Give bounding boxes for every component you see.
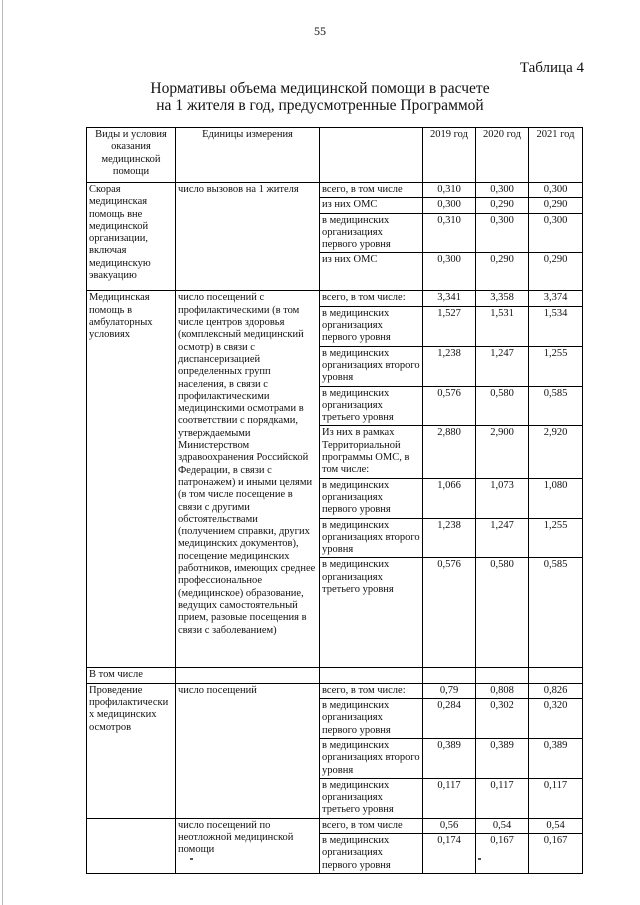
value-2020: 0,808	[476, 683, 529, 698]
document-title	[0, 80, 640, 114]
section3-kind: Проведение профилактически х медицинских осмотров	[87, 683, 176, 818]
value-2021: 0,389	[529, 738, 583, 778]
value-2021: 0,54	[529, 818, 583, 833]
norms-table	[86, 127, 583, 874]
value-2020: 1,531	[476, 306, 529, 346]
sub-cell: в медицинских организациях первого уровня	[320, 478, 423, 518]
value-2021: 0,290	[529, 253, 583, 291]
value-2019: 0,174	[423, 833, 476, 873]
value-2021: 1,255	[529, 518, 583, 558]
value-2020: 0,167	[476, 833, 529, 873]
value-2021: 0,117	[529, 778, 583, 818]
value-2020: 0,117	[476, 778, 529, 818]
value-2021: 0,585	[529, 386, 583, 426]
table-row	[87, 291, 583, 306]
value-2020: 3,358	[476, 291, 529, 306]
sub-cell: из них ОМС	[320, 253, 423, 291]
value-2019: 0,300	[423, 198, 476, 213]
section4-unit: число посещений по неотложной медицинской помощи	[176, 818, 320, 873]
sub-cell: всего, в том числе:	[320, 683, 423, 698]
empty-cell	[423, 668, 476, 683]
value-2020: 2,900	[476, 426, 529, 478]
value-2019: 0,576	[423, 386, 476, 426]
header-unit: Единицы измерения	[176, 128, 320, 183]
value-2019: 0,79	[423, 683, 476, 698]
sub-cell: в медицинских организациях третьего уровня	[320, 778, 423, 818]
value-2020: 1,247	[476, 346, 529, 386]
table-row	[87, 818, 583, 833]
value-2020: 0,54	[476, 818, 529, 833]
table-label: Таблица 4	[519, 60, 584, 76]
value-2019: 1,238	[423, 518, 476, 558]
value-2021: 1,080	[529, 478, 583, 518]
sub-cell: всего, в том числе	[320, 183, 423, 198]
sub-cell: в медицинских организациях первого уровня	[320, 833, 423, 873]
value-2019: 1,527	[423, 306, 476, 346]
title-line-1: Нормативы объема медицинской помощи в расчете	[150, 80, 490, 97]
including-label: В том числе	[87, 668, 176, 683]
value-2020: 0,302	[476, 699, 529, 739]
value-2021: 0,300	[529, 213, 583, 253]
page-number: 55	[314, 24, 326, 38]
section4-kind	[87, 818, 176, 873]
header-subcategory	[320, 128, 423, 183]
section2-kind: Медицинская помощь в амбулаторных условиях	[87, 291, 176, 668]
value-2019: 0,576	[423, 558, 476, 668]
empty-cell	[529, 668, 583, 683]
sub-cell: в медицинских организациях второго уровня	[320, 518, 423, 558]
value-2019: 1,238	[423, 346, 476, 386]
value-2019: 0,284	[423, 699, 476, 739]
sub-cell: из них ОМС	[320, 198, 423, 213]
header-2019: 2019 год	[423, 128, 476, 183]
sub-cell: в медицинских организациях первого уровня	[320, 699, 423, 739]
header-2020: 2020 год	[476, 128, 529, 183]
header-kind: Виды и условия оказания медицинской помощи	[87, 128, 176, 183]
value-2021: 0,826	[529, 683, 583, 698]
value-2021: 0,290	[529, 198, 583, 213]
section3-unit: число посещений	[176, 683, 320, 818]
table-header-row	[87, 128, 583, 183]
sub-cell: в медицинских организациях третьего уровня	[320, 386, 423, 426]
scan-artifact	[190, 858, 193, 860]
value-2020: 1,247	[476, 518, 529, 558]
value-2019: 1,066	[423, 478, 476, 518]
sub-cell: в медицинских организациях первого уровня	[320, 213, 423, 253]
value-2020: 0,389	[476, 738, 529, 778]
empty-cell	[476, 668, 529, 683]
value-2020: 0,290	[476, 198, 529, 213]
value-2020: 1,073	[476, 478, 529, 518]
value-2021: 0,320	[529, 699, 583, 739]
sub-cell: в медицинских организациях второго уровня	[320, 738, 423, 778]
value-2021: 1,255	[529, 346, 583, 386]
value-2021: 0,300	[529, 183, 583, 198]
value-2021: 0,167	[529, 833, 583, 873]
sub-cell: в медицинских организациях первого уровня	[320, 306, 423, 346]
value-2020: 0,300	[476, 183, 529, 198]
table-row	[87, 683, 583, 698]
section1-kind: Скорая медицинская помощь вне медицинской организации, включая медицинскую эвакуацию	[87, 183, 176, 291]
sub-cell: в медицинских организациях второго уровня	[320, 346, 423, 386]
scan-artifact	[478, 858, 481, 860]
value-2021: 0,585	[529, 558, 583, 668]
value-2019: 0,300	[423, 253, 476, 291]
sub-cell: в медицинских организациях третьего уровня	[320, 558, 423, 668]
value-2021: 1,534	[529, 306, 583, 346]
value-2020: 0,580	[476, 558, 529, 668]
value-2020: 0,300	[476, 213, 529, 253]
empty-cell	[176, 668, 320, 683]
value-2019: 3,341	[423, 291, 476, 306]
section2-unit: число посещений с профилактическими (в том числе центров здоровья (комплексный медицинский осмотр) в связи с диспансеризацией определенных групп населения, в связи с профилактическими медицинскими осмотрами в соответствии с порядками, утверждаемыми Министерством здравоохранения Российской Федерации, в связи с патронажем) и иными целями (в том числе посещение в связи с другими обстоятельствами (получением справки, других медицинских документов), посещение медицинских работников, имеющих среднее профессиональное (медицинское) образование, ведущих самостоятельный прием, разовые посещения в связи с заболеванием)	[176, 291, 320, 668]
value-2019: 0,56	[423, 818, 476, 833]
value-2019: 0,310	[423, 213, 476, 253]
sub-cell: Из них в рамках Территориальной программы ОМС, в том числе:	[320, 426, 423, 478]
scan-edge-line	[2, 0, 3, 905]
sub-cell: всего, в том числе	[320, 818, 423, 833]
table-row	[87, 668, 583, 683]
empty-cell	[320, 668, 423, 683]
value-2019: 0,117	[423, 778, 476, 818]
title-line-2: на 1 жителя в год, предусмотренные Программой	[156, 97, 484, 114]
header-2021: 2021 год	[529, 128, 583, 183]
table-row	[87, 183, 583, 198]
value-2019: 0,389	[423, 738, 476, 778]
value-2020: 0,290	[476, 253, 529, 291]
value-2021: 2,920	[529, 426, 583, 478]
sub-cell: всего, в том числе:	[320, 291, 423, 306]
value-2019: 0,310	[423, 183, 476, 198]
value-2020: 0,580	[476, 386, 529, 426]
section1-unit: число вызовов на 1 жителя	[176, 183, 320, 291]
value-2021: 3,374	[529, 291, 583, 306]
value-2019: 2,880	[423, 426, 476, 478]
